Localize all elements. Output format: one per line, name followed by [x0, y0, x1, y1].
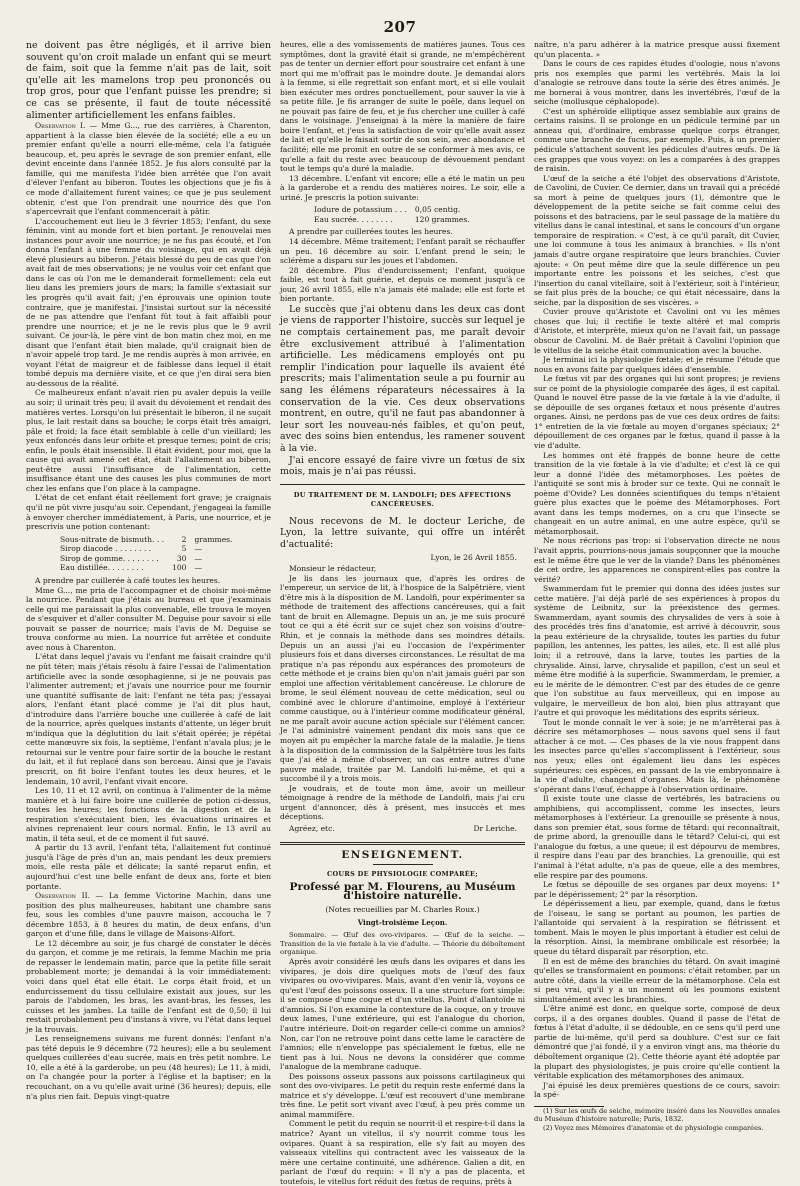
- paragraph: C'est un sphéroïde elliptique assez semblable aux grains de certains raisins. Il se prolonge en un pédicule terminé par un anneau qui, d'ordinaire, embrasse quelque corps étranger, comme une branche de fucus, par exemple. Puis, à un premier pédicule s'attachent souvent les pédicules d'autres œufs. De là ces grappes que vous voyez: on les a comparées à des grappes de raisin.: [534, 106, 780, 174]
- paragraph: Mme G..., me pria de l'accompagner et de choisir moi-même la nourrice. Pendant que j'étais au bureau et que j'examinais celle qui me paraissait la plus convenable, elle trouva le moyen de s'esquiver et d'aller consulter M. Deguise pour savoir si elle pouvait se passer de nourrice; mais l'avis de M. Deguise se trouva conforme au mien. La nourrice fut arrêtée et conduite avec nous à Charenton.: [26, 585, 271, 652]
- drug-name: Eau distillée. . . . . . . .: [60, 563, 144, 573]
- drug-qty: 5: [181, 544, 187, 554]
- drug-qty: 0,05 centig.: [414, 205, 461, 215]
- paragraph: Dans le cours de ces rapides études d'oologie, nous n'avons pris nos exemples que parmi les vertébrés. Mais la loi d'analogie se retrouve dans toute la série des êtres animés. Je me bornerai à vous montrer, dans les invertébrés, l'œuf de la seiche (mollusque céphalopode).: [534, 59, 780, 107]
- prescription-row: [56, 544, 236, 554]
- drug-name: Eau sucrée. . . . . . . .: [314, 214, 393, 224]
- paragraph: L'être animé est donc, en quelque sorte, composé de deux corps, il a des organes doubles. Quand il passe de l'état de fœtus à l'état d'adulte, il se dédouble, en ce sens qu'il perd une partie de lui-même, qu'il perd sa doublure. C'est sur ce fait démontré que j'ai fondé, il y a environ vingt ans, ma théorie du déboîtement organique (2). Cette théorie ayant été adoptée par la plupart des physiologistes, je puis croire qu'elle contient la véritable explication des métamorphoses des animaux.: [534, 1004, 780, 1081]
- course-title: COURS DE PHYSIOLOGIE COMPARÉE;: [326, 870, 479, 879]
- prescription-table: [310, 205, 474, 224]
- drug-name: Sirop diacode . . . . . . . .: [60, 544, 152, 554]
- paragraph: Le 12 décembre au soir, je fus chargé de constater le décès du garçon, et comme je me retirais, la femme Machin me pria de repasser le lendemain matin, parce que la petite fille serait probablement morte; je demandai à la voir immédiatement: voici dans quel état elle était. Le corps était froid, et un endurcissement du tissu cellulaire existait aux joues, sur les parois de l'abdomen, les bras, les avant-bras, les fesses, les cuisses et les jambes. La taille de l'enfant est de 0,50; il lui restait probablement peu d'instans à vivre, vu l'état dans lequel je la trouvais.: [26, 938, 271, 1034]
- course-subtitle: Professé par M. Flourens, au Muséum d'histoire naturelle.: [289, 880, 516, 903]
- paragraph: L'état de cet enfant était réellement fort grave; je craignais qu'il ne pût vivre jusqu'au soir. Cependant, j'engageai la famille à envoyer chercher immédiatement, à Paris, une nourrice, et je prescrivis une potion contenant:: [26, 493, 271, 532]
- divider: [373, 864, 433, 865]
- paragraph: J'ai épuisé les deux premières questions de ce cours, savoir: la spé-: [534, 1080, 780, 1100]
- paragraph: L'état dans lequel j'avais vu l'enfant me faisait craindre qu'il ne pût téter; mais j'étais résolu à faire l'essai de l'alimentation artificielle avec la sonde œsophagienne, si je ne pouvais pas l'alimenter autrement; et j'avais une nourrice pour me fournir une quantité suffisante de lait: l'enfant ne téta pas; j'essayai alors, l'enfant étant placé comme je l'ai dit plus haut, d'introduire dans l'arrière bouche une cuillerée à café de lait de la nourrice, après quelques instants d'attente, un léger bruit m'indiqua que la déglutition du lait s'était opérée; je répétai cette manœuvre six fois, la septième, l'enfant n'avala plus; je le retournai sur le ventre pour faire sortir de la bouche le restant du lait, et il fut replacé dans son berceau. Ainsi que je l'avais prescrit, on fit boire l'enfant toutes les deux heures, et le lendemain, 10 avril, l'enfant vivait encore.: [26, 652, 271, 786]
- paragraph: Le fœtus se dépouille de ses organes par deux moyens: 1° par le dépérissement; 2° par la résorption.: [534, 880, 780, 899]
- paragraph: Les renseignemens suivans me furent donnés: l'enfant n'a pas tété depuis le 9 décembre (72 heures); elle a bu seulement quelques cuillerées d'eau sucrée, mais en très petit nombre. Le 10, elle a été à la garderobe, un peu (48 heures); Le 11, à midi, on l'a changée pour la porter à l'église et la baptiser; en la recouchant, on a vu qu'elle avait uriné (36 heures); depuis, elle n'a plus rien fait. Depuis vingt-quatre: [26, 1034, 271, 1101]
- drug-qty: 30: [176, 553, 187, 563]
- column-2: [280, 40, 525, 1186]
- closing-line: [280, 824, 525, 834]
- paragraph: Les 10, 11 et 12 avril, on continua à l'alimenter de la même manière et à lui faire boire une cuillerée de potion ci-dessus, toutes les heures; les fonctions de la digestion et de la respiration s'exécutaient bien, les évacuations urinaires et alvines reprenaient leur cours normal. Enfin, le 13 avril au matin, il téta seul, et de ce moment il fut sauvé.: [26, 786, 271, 843]
- paragraph: A partir du 13 avril, l'enfant téta, l'allaitement fut continué jusqu'à l'âge de près d'un an, mais pendant les deux premiers mois, elle resta pâle et délicate; la santé reparut enfin, et aujourd'hui c'est une belle enfant de deux ans, forte et bien portante.: [26, 843, 271, 891]
- paragraph: Cuvier prouve qu'Aristote et Cavolini ont vu les mêmes choses que lui; il rectifie le texte altéré et mal compris d'Aristote, et interprète, mieux qu'on ne l'avait fait, un passage obscur de Cavolini. M. de Baër prêtait à Cavolini l'opinion que le vitellus de la seiche était communication avec la bouche.: [534, 307, 780, 355]
- letter-date: Lyon, le 26 Avril 1855.: [430, 552, 517, 562]
- paragraph: Je terminai ici la physiologie fœtale; et je résume l'étude que nous en avons faite par quelques idées d'ensemble.: [534, 355, 780, 374]
- paragraph: L'accouchement eut lieu le 3 février 1853; l'enfant, du sexe féminin, vint au monde fort et bien portant. Je renouvelai mes instances pour avoir une nourrice; je ne fus pas écouté, et l'on donna l'enfant à une femme du voisinage, qui en avait déjà élevé plusieurs au biberon. J'étais blessé du peu de cas que l'on avait fait de mes observations; je ne voulus voir cet enfant que dans le cas où l'on me le demanderait formellement: cela eut lieu dans les premiers jours de mars; la famille s'extasiait sur les progrès qu'il avait fait; j'en éprouvais une opinion toute contraire, que je manifestai. J'insistai surtout sur la nécessité de ne pas attendre que l'enfant fût tout à fait affaibli pour prendre une nourrice; et je ne le revis plus que le 9 avril suivant. Ce jour-là, le père vint de bon matin chez moi, en me disant que l'enfant était bien malade, qu'il craignait bien de n'avoir appelé trop tard. Je me rendis auprès à mon arrivée, en voyant l'état de maigreur et de faiblesse dans lequel il était tombé depuis ma dernière visite, et ce que j'en dirai sera bien au-dessous de la réalité.: [26, 216, 271, 388]
- paragraph: J'ai encore essayé de faire vivre un fœtus de six mois, mais je n'ai pas réussi.: [280, 454, 525, 478]
- paragraph: heures, elle a des vomissements de matières jaunes. Tous ces symptômes, dont la gravité était si grande, ne m'empêchèrent pas de tenter un dernier effort pour soustraire cet enfant à une mort qui me m'offrait pas le moindre doute. Je demandai alors à la femme, si elle regrettait son enfant mort, et si elle voulait bien exécuter mes ordres ponctuellement, pour sauver la vie à sa petite fille. Je fis arranger de suite le poêle, dans lequel on ne pouvait pas faire de feu, et je fus chercher une cuiller à café dans le voisinage. J'enseignai à la mère la manière de faire boire l'enfant, et j'eus la satisfaction de voir qu'elle avait assez de lait et qu'elle le faisait sortir de son sein, avec abondance et facilité; elle me promit en outre de se conformer à mes avis, ce qu'elle a fait du reste avec beaucoup de dévouement pendant tout le temps qu'a duré la maladie.: [280, 40, 525, 174]
- closing: Agréez, etc.: [289, 823, 335, 833]
- paragraph: Je voudrais, et de toute mon âme, avoir un meilleur témoignage à rendre de la méthode de Landolfi, mais j'ai cru urgent d'annoncer, dès à présent, mes insuccès et mes déceptions.: [280, 783, 525, 822]
- section-heading: ENSEIGNEMENT.: [341, 848, 464, 861]
- paragraph: 28 décembre. Plus d'endurcissement; l'enfant, quoique faible, est tout à fait guérie, et depuis ce moment jusqu'à ce jour, 26 avril 1855, elle n'a jamais été malade; elle est forte et bien portante.: [280, 265, 525, 304]
- prescription-row: [56, 535, 236, 545]
- prescription-row: [310, 205, 474, 215]
- paragraph: Des poissons osseux passons aux poissons cartilagineux qui sont des ovo-vivipares. Le petit du requin reste enfermé dans la matrice et s'y développe. L'œuf est recouvert d'une membrane très fine. Le petit sort vivant avec l'œuf, à peu près comme un animal mammifère.: [280, 1071, 525, 1119]
- paragraph-text: — La femme Victorine Machin, dans une position des plus malheureuses, habitant une chambre sans feu, sous les combles d'une pauvre maison, accoucha le 7 décembre 1853, à 8 heures du matin, de deux enfans, d'un garçon et d'une fille, dans le village de Maisons-Alfort.: [26, 891, 271, 939]
- drug-name: Sous-nitrate de bismuth. . .: [60, 534, 165, 544]
- drug-name: Sirop de gomme. . . . . . . .: [60, 553, 159, 563]
- paragraph: Le dépérissement a lieu, par exemple, quand, dans le fœtus de l'oiseau, le sang se portant au poumon, les parties de l'allantoïde qui servaient à la respiration se flétrissent et tombent. Mais le moyen le plus important à étudier est celui de la résorption. Ainsi, la membrane ombilicale est résorbée; la queue du têtard disparaît par résorption, etc.: [534, 899, 780, 956]
- signature: Dr Leriche.: [473, 823, 517, 833]
- paragraph: Les hommes ont été frappés de bonne heure de cette transition de la vie fœtale à la vie d'adulte; et c'est là ce qui leur a donné l'idée des métamorphoses. Les poètes de l'antiquité se sont mis à broder sur ce texte. Qui ne connaît le poème d'Ovide? Les données scientifiques du temps n'étaient guère plus exactes que le poème des Métamorphoses. Fort avant dans les temps modernes, on a cru que l'insecte se changeait en un autre animal, en une autre espèce, qu'il se métamorphosait.: [534, 450, 780, 536]
- footnote: (1) Sur les œufs de seiche, mémoire inséré dans les Nouvelles annales du Muséum d'histoire naturelle; Paris, 1832.: [534, 1106, 780, 1124]
- paragraph-text: — Mme G..., rue des carrières, à Charenton, appartient à la classe bien élevée de la société; elle a eu un premier enfant qu'elle a nourri elle-même, cela l'a fatiguée beaucoup, et, peu après le sevrage de son premier enfant, elle devint enceinte dans l'année 1852. Je fus alors consulté par la famille, qui me manifesta l'idée bien arrêtée que l'on avait d'élever l'enfant au biberon. Toutes les objections que je fis à ce mode d'allaitement furent vaines; ce que je pus seulement obtenir, c'est que l'on prendrait une nourrice dès que l'on s'apercevrait que l'enfant commencerait à pâtir.: [26, 121, 271, 217]
- observation-label: Observation I.: [35, 121, 86, 131]
- footnote: (2) Voyez mes Mémoires d'anatomie et de physiologie comparées.: [543, 1123, 764, 1132]
- paragraph: ne doivent pas être négligés, et il arrive bien souvent qu'on croit malade un enfant qui se meurt de faim, soit que la femme n'ait pas de lait, soit qu'elle ait les mamelons trop peu prononcés ou trop gros, pour que l'enfant puisse les prendre; si ce cas se présente, il faut de toute nécessité alimenter artificiellement les enfans faibles.: [26, 40, 271, 121]
- paragraph: Comment le petit du requin se nourrit-il et respire-t-il dans la matrice? Ayant un vitellus, il s'y nourrit comme tous les ovipares. Quant à sa respiration, elle s'y fait au moyen des vaisseaux vitellins qui contractent avec les vaisseaux de la mère une certaine continuité, une adhérence. Galien a dit, en parlant de l'œuf du requin: « Il n'y a pas de placenta, et toutefois, le vitellus fort réduit des fœtus de requins, prêts à: [280, 1119, 525, 1186]
- prescription-table: [56, 535, 236, 573]
- salutation: Monsieur le rédacteur,: [289, 564, 377, 574]
- divider: [280, 484, 525, 485]
- drug-qty: 2: [181, 534, 187, 544]
- divider: [280, 842, 525, 845]
- observation-label: Observation II.: [35, 891, 90, 901]
- paragraph: Swammerdam fut le premier qui donna des idées justes sur cette matière. J'ai déjà parlé de ses expériences à propos du système de Leibnitz, sur la préexistence des germes. Swammerdam, ayant soumis des chrysalides de vers à soie à des procédés très fins d'anatomie, est arrivé à découvrir, sous la peau extérieure de la chrysalide, toutes les parties du futur papillon, les antennes, les pattes, les ailes, etc. Il est allé plus loin; il a retrouvé, dans la larve, toutes les parties de la chrysalide. Ainsi, larve, chrysalide et papillon, c'est un seul et même être modifié à la superficie. Swammerdam, le premier, a eu le mérite de le démontrer. C'est par des études de ce genre que l'on substitue au faux merveilleux, qui en impose au vulgaire, le merveilleux de bon aloi, bien plus attrayant que l'autre et qui provoque les méditations des esprits sérieux.: [534, 584, 780, 718]
- observation-2-intro: [26, 891, 271, 939]
- drug-unit: —: [194, 544, 202, 554]
- drug-name: Iodure de potassium . . .: [314, 205, 407, 215]
- paragraph: A prendre par cuillerée à café toutes les heures.: [35, 576, 221, 586]
- drug-unit: —: [194, 563, 202, 573]
- observation-1-intro: [26, 121, 271, 216]
- prescription-row: [56, 554, 236, 564]
- article-title: DU TRAITEMENT DE M. LANDOLFI; DES AFFECTIONS CANCÉREUSES.: [293, 490, 512, 509]
- paragraph: Il en est de même des branchies du têtard. On avait imaginé qu'elles se transformaient en poumons: c'était retomber, par un autre côté, dans la vieille erreur de la métamorphose. Cela est si peu vrai, qu'il y a un moment où les poumons existent simultanément avec les branchies.: [534, 956, 780, 1004]
- paragraph: 13 décembre. L'enfant vit encore; elle a été le matin un peu à la garderobe et a rendu des matières noires. Le soir, elle a uriné. Je prescris la potion suivante:: [280, 173, 525, 202]
- paragraph: Ce malheureux enfant n'avait rien pu avaler depuis la veille au soir; il urinait très peu; il avait du dévoiement et rendait des matières vertes. Lorsqu'on lui présentait le biberon, il ne suçait plus, le lait restait dans sa bouche; le corps était très amaigri, pâle et froid; la face était semblable à celle d'un vieillard; les yeux enfoncés dans leur orbite et presque ternes; point de cris; enfin, le pouls était insensible. Il était évident, pour moi, que la cause qui avait amené cet état, était l'allaitement au biberon, peut-être aussi l'insuffisance de l'alimentation, cette insuffisance étant une des causes les plus communes de mort chez les enfans que l'on place à la campagne.: [26, 388, 271, 493]
- paragraph: L'œuf de la seiche a été l'objet des observations d'Aristote, de Cavolini, de Cuvier. Ce dernier, dans un travail qui a précédé sa mort à peine de quelques jours (1), démontre que le développement de la petite seiche se fait comme celui des poissons et des batraciens, par le seul passage de la matière du vitellus dans le canal intestinal, et sans le concours d'un organe temporaire de respiration. « C'est, à ce qu'il paraît, dit Cuvier, une loi commune à tous les animaux à branchies. » Ils n'ont jamais d'autre organe respiratoire que leurs branchies. Cuvier ajoute: « On peut même dire que la seule différence un peu importante entre les poissons et les seiches, c'est que l'insertion du canal vitellaire, soit à l'extérieur, soit à l'intérieur, se fait plus près de la bouche; ce qui était nécessaire, dans la seiche, par la disposition de ses viscères. »: [534, 173, 780, 307]
- column-3: [534, 40, 780, 1132]
- paragraph: Nous recevons de M. le docteur Leriche, de Lyon, la lettre suivante, qui offre un intérêt d'actualité:: [280, 515, 525, 551]
- paragraph: Après avoir considéré les œufs dans les ovipares et dans les vivipares, je dois dire quelques mots de l'œuf des faux vivipares ou ovo-vivipares. Mais, avant d'en venir là, voyons ce qu'est l'œuf des poissons osseux. Il a une structure fort simple: il se compose d'une coque et d'un vitellus. Point d'allantoïde ni d'amnios. Si l'on examine la contexture de la coque, on y trouve deux lames, l'une extérieure, qui est l'analogue du chorion, l'autre intérieure. Doit-on regarder celle-ci comme un amnios? Non, car l'on ne retrouve point dans cette lame le caractère de l'amnios; elle n'enveloppe pas spécialement le fœtus, elle ne tient pas à lui. Nous ne devons la considérer que comme l'analogue de la membrane caduque.: [280, 957, 525, 1072]
- drug-qty: 100: [172, 563, 187, 573]
- drug-unit: —: [194, 553, 202, 563]
- prescription-row: [56, 563, 236, 573]
- paragraph: 14 décembre. Même traitement; l'enfant paraît se réchauffer un peu. 16 décembre au soir. L'enfant prend le sein; le sclérème a disparu sur les joues et l'abdomen.: [280, 237, 525, 266]
- paragraph: Le succès que j'ai obtenu dans les deux cas dont je viens de rapporter l'histoire, succès sur lequel je ne comptais certainement pas, me paraît devoir être exclusivement attribué à l'alimentation artificielle. Les médicamens employés ont pu remplir l'indication pour laquelle ils avaient été prescrits; mais l'alimentation seule a pu fournir au sang les élémens réparateurs nécessaires à la conservation de la vie. Ces deux observations montrent, en outre, qu'il ne faut pas abandonner à leur sort les nouveau-nés faibles, et qu'on peut, avec des soins bien entendus, les ramener souvent à la vie.: [280, 303, 525, 454]
- paragraph: Ne nous récrions pas trop: si l'observation directe ne nous l'avait appris, pourrions-nous jamais soupçonner que la mouche est le même être que le ver de la viande? Dans les phénomènes de cet ordre, les apparences ne conspirent-elles pas contre la vérité?: [534, 536, 780, 584]
- paragraph: Tout le monde connaît le ver à soie; je ne m'arrêterai pas à décrire ses métamorphoses — nous savons quel sens il faut attacher à ce mot. — Ces phases de la vie nous frappent dans les insectes parce qu'elles s'accomplissent à l'extérieur, sous nos yeux; elles ont également lieu dans les espèces supérieures: ces espèces, en passant de la vie embryonnaire à la vie d'adulte, changent d'organes. Mais là, le phénomène s'opérant dans l'œuf, échappe à l'observation ordinaire.: [534, 717, 780, 794]
- lesson-title: Vingt-troisième Leçon.: [357, 918, 448, 928]
- page-number: 207: [383, 18, 417, 36]
- paragraph: Il existe toute une classe de vertébrés, les batraciens ou amphibiens, qui accomplissent, comme les insectes, leurs métamorphoses à l'extérieur. La grenouille se présente à nous, dans son premier état, sous forme de têtard: qui reconnaîtrait, de prime abord, la grenouille dans le têtard? Celui-ci, qui est l'analogue du fœtus, a une queue; il est dépourvu de membres, il respire dans l'eau par des branchies. La grenouille, qui est l'animal à l'état adulte, n'a pas de queue, elle a des membres, elle respire par des poumons.: [534, 794, 780, 880]
- column-1: [26, 40, 271, 1100]
- prescription-row: [310, 215, 474, 225]
- paragraph: Le fœtus vit par des organes qui lui sont propres; je reviens sur ce point de la physiologie comparée des âges, il est capital. Quand le nouvel être passe de la vie fœtale à la vie d'adulte, il se dépouille de ses organes fœtaux et nous présente d'autres organes. Ainsi, ne perdons pas de vue ces deux ordres de faits: 1° entretien de la vie fœtale au moyen d'organes spéciaux; 2° dépouillement de ces organes par le fœtus, quand il passe à la vie d'adulte.: [534, 374, 780, 450]
- drug-unit: grammes.: [194, 534, 233, 544]
- paragraph: naître, n'a paru adhérer à la matrice presque aussi fixement qu'un placenta. »: [534, 40, 780, 59]
- paragraph: A prendre par cuillerées toutes les heures.: [289, 227, 453, 237]
- course-notes: (Notes recueillies par M. Charles Roux.): [325, 904, 480, 914]
- drug-qty: 120 grammes.: [414, 214, 470, 224]
- lesson-summary: Sommaire. — Œuf des ovo-vivipares. — Œuf de la seiche. — Transition de la vie fœtale à la vie d'adulte. — Théorie du déboîtement organique.: [280, 930, 525, 957]
- paragraph: Je lis dans les journaux que, d'après les ordres de l'empereur, un service de lit, à l'hospice de la Salpêtrière, vient d'être mis à la disposition de M. Landolfi, pour expérimenter sa méthode de traitement des affections cancéreuses, qui a fait tant de bruit en Allemagne. Depuis un an, je me suis procuré tout ce qui a été écrit sur ce sujet chez son voisins d'outre-Rhin, et je connais la méthode dans ses moindres détails. Depuis un an aussi j'ai eu l'occasion de l'expérimenter plusieurs fois et dans diverses circonstances. Le résultat de ma pratique n'a pas répondu aux espérances des promoteurs de cette méthode et je crains bien qu'on n'ait jamais guéri par son emploi une affection véritablement cancéreuse. Le chlorure de brome, le seul élément nouveau de cette médication, seul ou combiné avec le chlorure d'antimoine, employé à l'extérieur comme caustique, ou à l'intérieur comme modificateur général, ne me paraît avoir aucune action spéciale sur l'élément cancer. Je l'ai administré vainement pendant dix mois sans que ce moyen ait pu empêcher la marche fatale de la maladie. Je tiens à la disposition de la commission de la Salpêtrière tous les faits que j'ai été à même d'observer, un cas entre autres d'une pauvre malade, traitée par M. Landolfi lui-même, et qui a succombé il y a trois mois.: [280, 573, 525, 784]
